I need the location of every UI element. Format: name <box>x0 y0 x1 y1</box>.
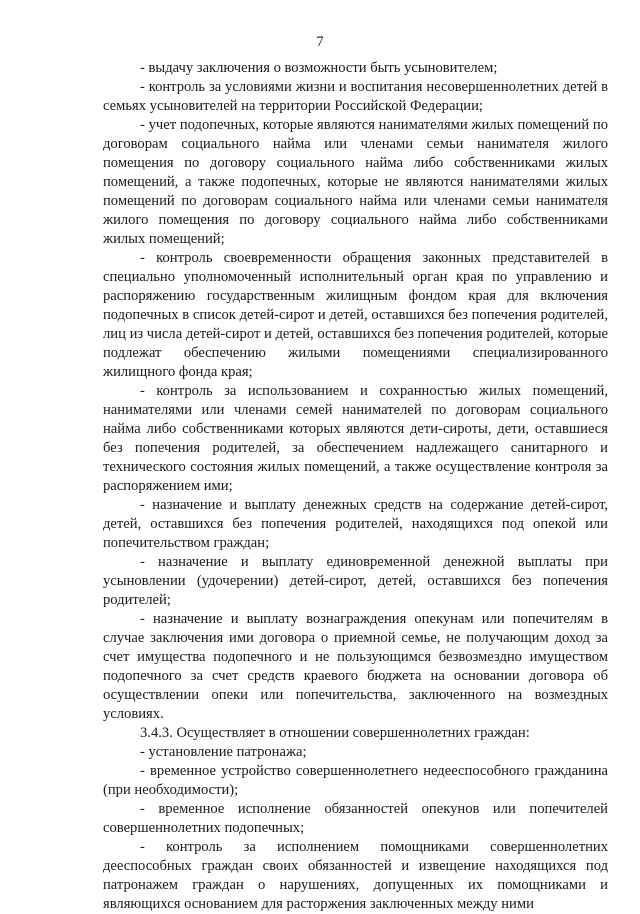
paragraph-patronage-establishment: - установление патронажа; <box>140 744 307 760</box>
paragraph-adoption-conclusion: - выдачу заключения о возможности быть усыновителем; <box>140 60 498 76</box>
paragraph-housing-list-control: - контроль своевременности обращения законных представителей в специально уполномоченный исполнительный орган края по управлению и распоряжению государственным жилищным фондом края для включения подопечных в список детей-сирот и детей, оставшихся без попечения родителей, лиц из числа детей-сирот и детей, оставшихся без попечения родителей, которые подлежат обеспечению жилыми помещениями специализированного жилищного фонда края; <box>103 250 608 380</box>
document-body <box>103 59 608 914</box>
paragraph-assistants-control: - контроль за исполнением помощниками совершеннолетних дееспособных граждан своих обязанностей и извещение находящихся под патронажем граждан о нарушениях, допущенных их помощниками и являющихся основанием для расторжения заключенных между ними <box>103 839 608 912</box>
paragraph-wards-registration: - учет подопечных, которые являются нанимателями жилых помещений по договорам социального найма или членами семьи нанимателя жилого помещения по договору социального найма либо собственниками жилых помещений, а также подопечных, которые не являются нанимателями жилых помещений по договорам социального найма или членами семьи нанимателя жилого помещения по договору социального найма либо собственниками жилых помещений; <box>103 117 608 247</box>
paragraph-housing-use-control: - контроль за использованием и сохранностью жилых помещений, нанимателями или членами семей нанимателей по договорам социального найма либо собственниками которых являются дети-сироты, дети, оставшиеся без попечения родителей, за обеспечением надлежащего санитарного и технического состояния жилых помещений, а также осуществление контроля за распоряжением ими; <box>103 383 608 494</box>
paragraph-guardian-remuneration: - назначение и выплату вознаграждения опекунам или попечителям в случае заключения ими договора о приемной семье, не получающим доход за счет имущества подопечного и не пользующимся безвозмездно имуществом подопечного за счет средств краевого бюджета на основании договора об осуществлении опеки или попечительства, заключенного на возмездных условиях. <box>103 611 608 722</box>
section-heading-3-4-3: 3.4.3. Осуществляет в отношении совершеннолетних граждан: <box>140 725 530 741</box>
page-number: 7 <box>316 34 324 50</box>
paragraph-maintenance-payments: - назначение и выплату денежных средств на содержание детей-сирот, детей, оставшихся без попечения родителей, находящихся под опекой или попечительством граждан; <box>103 497 608 551</box>
paragraph-adoptive-families-control: - контроль за условиями жизни и воспитания несовершеннолетних детей в семьях усыновителей на территории Российской Федерации; <box>103 79 608 114</box>
paragraph-adoption-lump-sum: - назначение и выплату единовременной денежной выплаты при усыновлении (удочерении) детей-сирот, детей, оставшихся без попечения родителей; <box>103 554 608 608</box>
paragraph-temporary-duties: - временное исполнение обязанностей опекунов или попечителей совершеннолетних подопечных; <box>103 801 608 836</box>
paragraph-temporary-placement: - временное устройство совершеннолетнего недееспособного гражданина (при необходимости); <box>103 763 608 798</box>
